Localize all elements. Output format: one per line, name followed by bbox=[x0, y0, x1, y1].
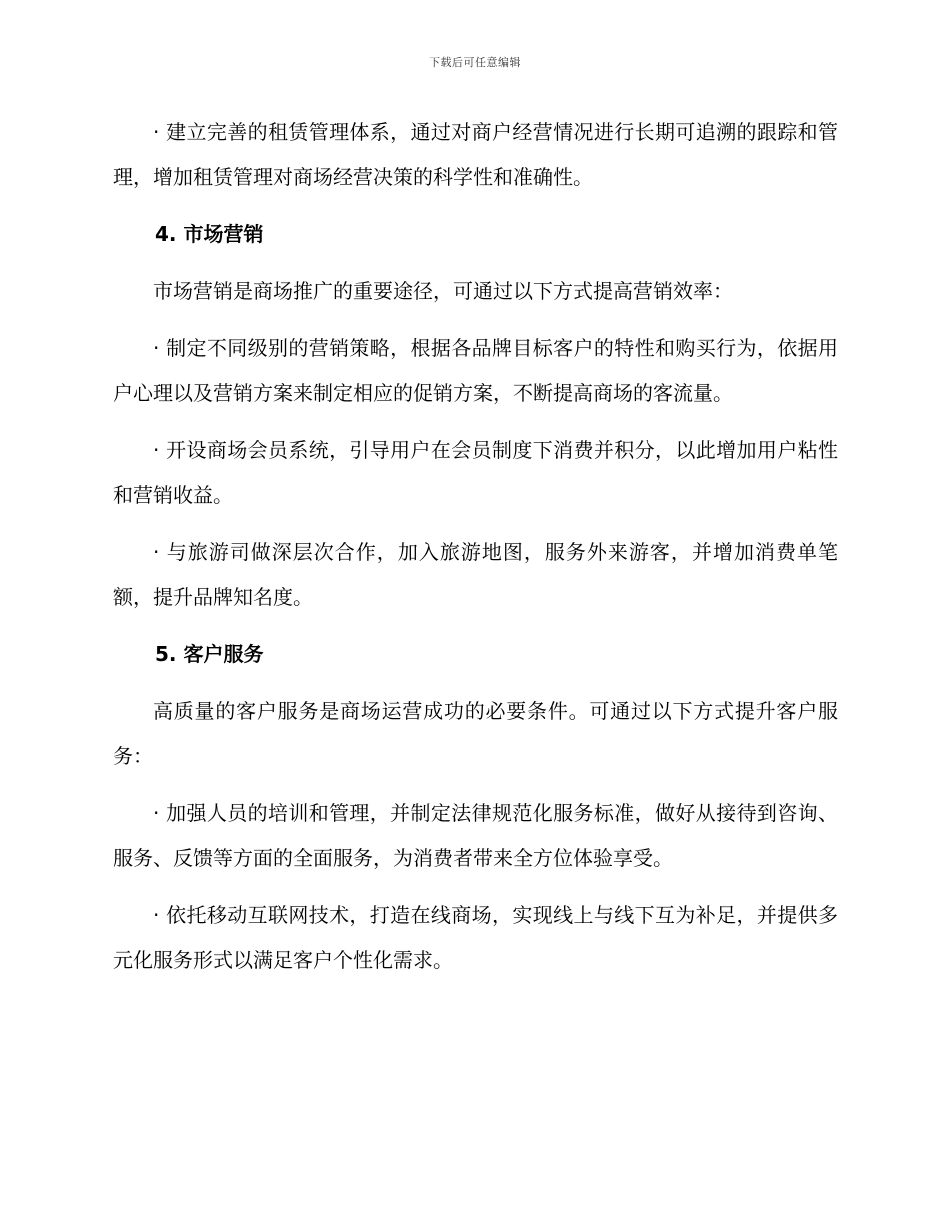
paragraph-customer-service-intro: 高质量的客户服务是商场运营成功的必要条件。可通过以下方式提升客户服务： bbox=[113, 699, 838, 768]
paragraph-marketing-strategy: · 制定不同级别的营销策略，根据各品牌目标客户的特性和购买行为，依据用户心理以及营销方案来制定相应的促销方案，不断提高商场的客流量。 bbox=[113, 336, 838, 405]
paragraph-membership-system: · 开设商场会员系统，引导用户在会员制度下消费并积分，以此增加用户粘性和营销收益。 bbox=[113, 438, 838, 507]
paragraph-marketing-intro: 市场营销是商场推广的重要途径，可通过以下方式提高营销效率： bbox=[153, 279, 733, 303]
section-heading-customer-service: 5. 客户服务 bbox=[155, 642, 264, 666]
paragraph-online-mall: · 依托移动互联网技术，打造在线商场，实现线上与线下互为补足，并提供多元化服务形式以满足客户个性化需求。 bbox=[113, 903, 838, 972]
section-heading-marketing: 4. 市场营销 bbox=[155, 222, 264, 246]
document-body bbox=[113, 110, 838, 995]
paragraph-tourism-cooperation: · 与旅游司做深层次合作，加入旅游地图，服务外来游客，并增加消费单笔额，提升品牌知名度。 bbox=[113, 540, 838, 609]
paragraph-staff-training: · 加强人员的培训和管理，并制定法律规范化服务标准，做好从接待到咨询、服务、反馈等方面的全面服务，为消费者带来全方位体验享受。 bbox=[113, 801, 838, 870]
paragraph-lease-management: · 建立完善的租赁管理体系，通过对商户经营情况进行长期可追溯的跟踪和管理，增加租赁管理对商场经营决策的科学性和准确性。 bbox=[113, 120, 838, 189]
header-note: 下载后可任意编辑 bbox=[429, 56, 521, 69]
